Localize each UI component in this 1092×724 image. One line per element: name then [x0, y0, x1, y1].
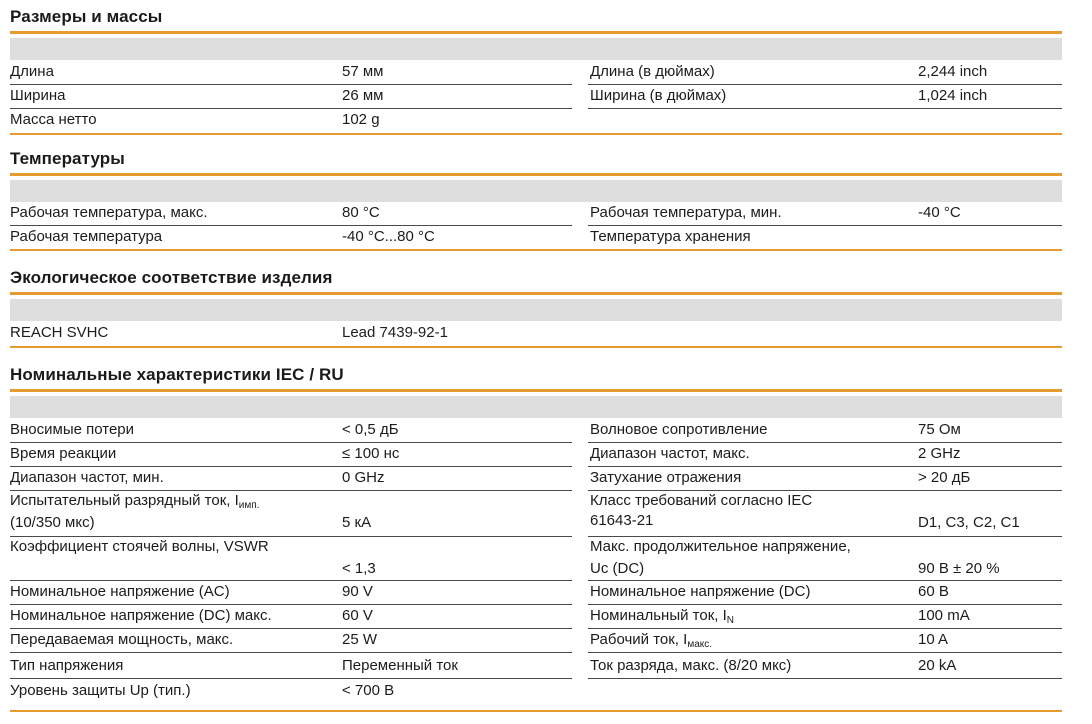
row-value: 100 mA — [918, 607, 970, 624]
table-row — [10, 321, 1062, 345]
section-divider — [10, 31, 1062, 34]
row-label: Длина (в дюймах) — [590, 63, 715, 80]
section-divider — [10, 389, 1062, 392]
row-value: 20 kA — [918, 657, 957, 674]
table-row — [10, 418, 1062, 442]
row-value: 25 W — [342, 631, 378, 648]
row-value: 80 °C — [342, 204, 380, 221]
row-value: Lead 7439-92-1 — [342, 324, 448, 341]
row-label: Испытательный разрядный ток, $I_{имп.}$ — [10, 492, 260, 511]
row-label: Волновое сопротивление — [590, 421, 768, 438]
section-divider — [10, 292, 1062, 295]
row-label: Длина — [10, 63, 54, 80]
table-row — [10, 679, 1062, 703]
row-label: Класс требований согласно IEC — [590, 492, 813, 509]
row-label: Масса нетто — [10, 111, 97, 128]
section-title-eco: Экологическое соответствие изделия — [10, 268, 333, 287]
row-label: Вносимые потери — [10, 421, 135, 438]
table-row — [10, 201, 1062, 225]
row-value: 5 кА — [342, 514, 372, 531]
row-label: Рабочая температура — [10, 228, 163, 245]
row-label: Передаваемая мощность, макс. — [10, 631, 234, 648]
row-label: Макс. продолжительное напряжение, — [590, 538, 851, 555]
row-value: 60 В — [918, 583, 949, 600]
section-header-bar — [10, 38, 1062, 60]
row-label: Номинальное напряжение (DC) — [590, 583, 811, 600]
row-label: REACH SVHC — [10, 324, 109, 341]
row-value: D1, C3, C2, C1 — [918, 514, 1020, 531]
section-header-bar — [10, 396, 1062, 418]
row-label: Номинальное напряжение (DC) макс. — [10, 607, 272, 624]
row-value: 75 Ом — [918, 421, 961, 438]
row-value: 26 мм — [342, 87, 384, 104]
row-value: < 0,5 дБ — [342, 421, 399, 438]
row-label: Рабочая температура, макс. — [10, 204, 208, 221]
row-value: 102 g — [342, 111, 380, 128]
row-rule — [588, 652, 1062, 653]
table-row — [10, 628, 1062, 652]
section-title-temperatures: Температуры — [10, 149, 125, 168]
table-row — [10, 580, 1062, 604]
row-label: Тип напряжения — [10, 657, 124, 674]
row-value: 2 GHz — [918, 445, 961, 462]
row-label: Время реакции — [10, 445, 117, 462]
row-label-cont: Uc (DC) — [590, 560, 645, 577]
row-value: -40 °C...80 °C — [342, 228, 435, 245]
row-label-cont: (10/350 мкс) — [10, 514, 95, 531]
row-value: 1,024 inch — [918, 87, 988, 104]
section-divider — [10, 173, 1062, 176]
section-title-ratings: Номинальные характеристики IEC / RU — [10, 365, 344, 384]
section-header-bar — [10, 299, 1062, 321]
table-row — [10, 604, 1062, 628]
table-row — [10, 490, 1062, 536]
row-value: < 1,3 — [342, 560, 376, 577]
row-label: Номинальный ток, $I_N$ — [590, 607, 735, 626]
row-value: 0 GHz — [342, 469, 385, 486]
table-row — [10, 225, 1062, 249]
section-bottom-line — [10, 346, 1062, 348]
table-row — [10, 108, 1062, 132]
table-row — [10, 536, 1062, 580]
row-label: Ширина (в дюймах) — [590, 87, 727, 104]
row-value: 57 мм — [342, 63, 384, 80]
row-value: 90 V — [342, 583, 373, 600]
row-label: Диапазон частот, мин. — [10, 469, 164, 486]
row-label: Номинальное напряжение (AC) — [10, 583, 230, 600]
row-label: Уровень защиты Up (тип.) — [10, 682, 191, 699]
section-bottom-line — [10, 249, 1062, 251]
row-value: > 20 дБ — [918, 469, 971, 486]
section-bottom-line — [10, 710, 1062, 712]
row-label-cont: 61643-21 — [590, 512, 654, 529]
row-label: Ширина — [10, 87, 66, 104]
row-label: Температура хранения — [590, 228, 751, 245]
row-label: Коэффициент стоячей волны, VSWR — [10, 538, 269, 555]
table-row — [10, 60, 1062, 84]
row-label: Ток разряда, макс. (8/20 мкс) — [590, 657, 792, 674]
section-bottom-line — [10, 133, 1062, 135]
row-value: < 700 В — [342, 682, 395, 699]
table-row — [10, 442, 1062, 466]
table-row — [10, 84, 1062, 108]
table-row — [10, 466, 1062, 490]
row-value: 60 V — [342, 607, 373, 624]
row-label: Рабочий ток, $I_{макс.}$ — [590, 631, 713, 650]
section-title-dimensions: Размеры и массы — [10, 7, 163, 26]
row-value: 2,244 inch — [918, 63, 988, 80]
row-label: Затухание отражения — [590, 469, 742, 486]
row-rule — [10, 652, 572, 653]
section-header-bar — [10, 180, 1062, 202]
row-label: Рабочая температура, мин. — [590, 204, 782, 221]
row-value: ≤ 100 нс — [342, 445, 400, 462]
row-value: 90 В ± 20 % — [918, 560, 1000, 577]
row-value: -40 °C — [918, 204, 961, 221]
row-value: 10 A — [918, 631, 949, 648]
table-row — [10, 654, 1062, 678]
row-label: Диапазон частот, макс. — [590, 445, 750, 462]
row-value: Переменный ток — [342, 657, 458, 674]
